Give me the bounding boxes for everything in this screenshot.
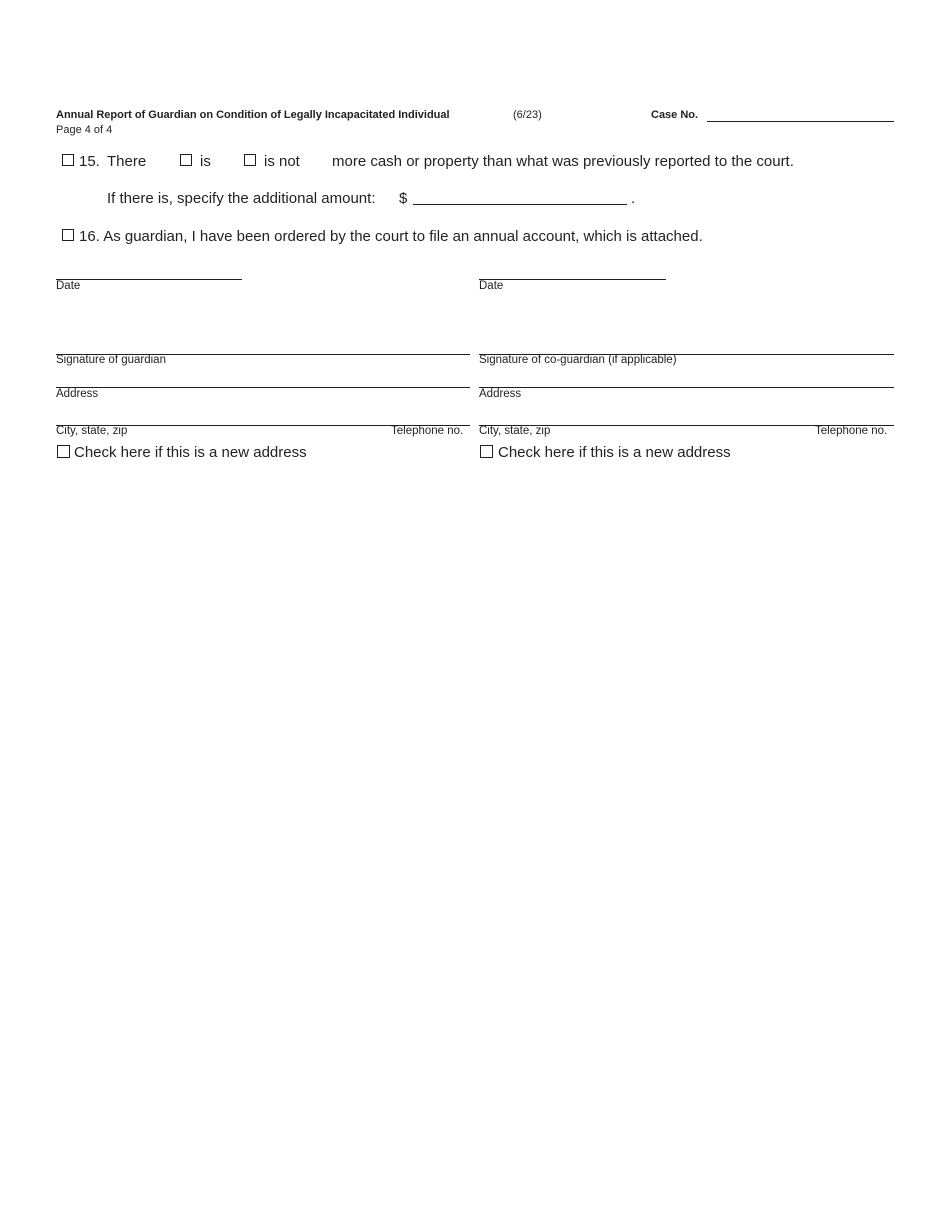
- is-not-label: is not: [264, 153, 300, 170]
- additional-amount-label: If there is, specify the additional amount:: [107, 190, 376, 207]
- guardian-signature-label: Signature of guardian: [56, 354, 166, 366]
- co-guardian-date-line[interactable]: [479, 279, 666, 280]
- co-guardian-date-label: Date: [479, 280, 504, 292]
- page-number: Page 4 of 4: [56, 124, 113, 136]
- form-revision-date: (6/23): [513, 109, 542, 121]
- co-guardian-address-label: Address: [479, 388, 522, 400]
- co-guardian-phone-label: Telephone no.: [815, 425, 888, 437]
- guardian-address-line[interactable]: [56, 387, 470, 388]
- additional-amount-input[interactable]: [413, 188, 627, 205]
- guardian-phone-label: Telephone no.: [391, 425, 464, 437]
- item-16-text: 16. As guardian, I have been ordered by the court to file an annual account, which is attached.: [79, 228, 703, 245]
- item-15-there: There: [107, 153, 147, 170]
- case-number-label: Case No.: [651, 109, 699, 121]
- item-15-statement: more cash or property than what was previously reported to the court.: [332, 153, 794, 170]
- co-guardian-address-line[interactable]: [479, 387, 894, 388]
- co-guardian-new-address-label: Check here if this is a new address: [498, 444, 731, 461]
- co-guardian-city-label: City, state, zip: [479, 425, 551, 437]
- guardian-date-line[interactable]: [56, 279, 242, 280]
- guardian-address-label: Address: [56, 388, 99, 400]
- form-title: Annual Report of Guardian on Condition of Legally Incapacitated Individual: [56, 109, 450, 121]
- guardian-city-label: City, state, zip: [56, 425, 128, 437]
- guardian-date-label: Date: [56, 280, 81, 292]
- is-checkbox[interactable]: [180, 154, 192, 166]
- guardian-new-address-checkbox[interactable]: [57, 445, 70, 458]
- dollar-sign: $: [399, 190, 408, 207]
- case-number-field[interactable]: [707, 121, 894, 122]
- amount-period: .: [631, 190, 636, 207]
- guardian-new-address-label: Check here if this is a new address: [74, 444, 307, 461]
- item-15-number: 15.: [79, 153, 100, 170]
- item-15-checkbox[interactable]: [62, 154, 74, 166]
- is-label: is: [200, 153, 211, 170]
- co-guardian-new-address-checkbox[interactable]: [480, 445, 493, 458]
- item-16-checkbox[interactable]: [62, 229, 74, 241]
- is-not-checkbox[interactable]: [244, 154, 256, 166]
- co-guardian-signature-label: Signature of co-guardian (if applicable): [479, 354, 677, 366]
